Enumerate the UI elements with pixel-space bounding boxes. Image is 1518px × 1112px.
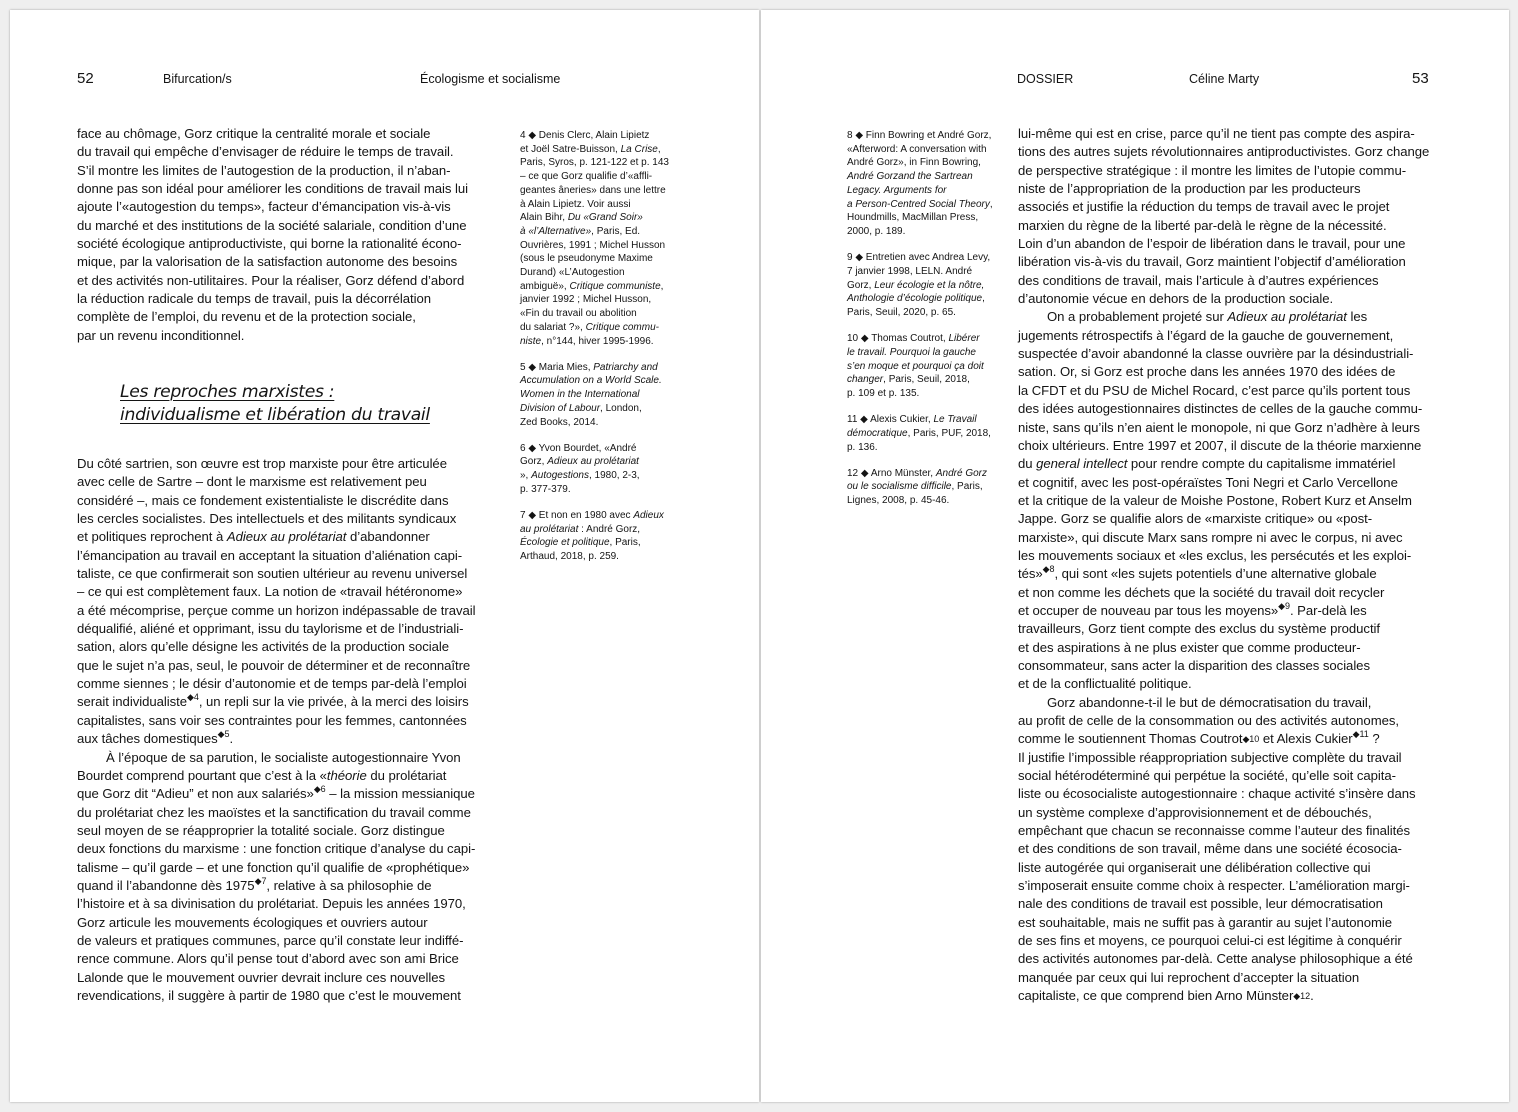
text-line: s’imposerait ensuite comme choix à respecter. L’amélioration margi- [1018,878,1410,894]
text-line: talisme – qu’il garde – et une fonction qu’il qualifie de «prophétique» [77,859,470,875]
book-title: démocratique [847,427,908,439]
note-line [520,335,690,349]
note-line [847,413,1007,427]
text-line: nale des conditions de travail est possible, leur démocratisation [1018,896,1383,912]
text-line [1018,308,1448,326]
footnotes-column [847,129,1007,520]
text: 7 ◆ Et non en 1980 avec [520,510,634,522]
book-title: Leur écologie et la nôtre, [874,279,985,291]
note-line: Paris, Syros, p. 121-122 et p. 143 [520,157,669,169]
book-title: Anthologie d’écologie politique [847,293,983,305]
text: , 1980, 2-3, [588,470,640,482]
book-title: Women in the International [520,389,640,401]
text-line: et non comme les déchets que la société du travail doit recycler [1018,584,1385,600]
text-line: et des activités non-utilitaires. Pour la réaliser, Gorz défend d’abord [77,272,465,288]
note-line [847,170,1007,184]
book-title: Adieux au prolétariat [226,529,347,545]
book-title: Libérer [948,333,980,345]
note-line [847,198,1007,212]
text: et occuper de nouveau par tous les moyens» [1018,602,1279,618]
text-line: mique, par la valorisation de la satisfaction autonome des besoins [77,254,458,270]
book-title: Legacy. Arguments for [847,184,947,196]
text: , qui sont «les sujets potentiels d’une alternative globale [1054,566,1377,582]
book-title: Accumulation on a World Scale. [520,375,662,387]
book-title: Adieux au prolétariat [547,456,639,468]
running-head-section: DOSSIER [1017,72,1074,86]
text-line: la réduction radicale du temps de travail, puis la décorrélation [77,291,431,307]
book-title: La Crise [620,143,658,155]
note-line: 9 ◆ Entretien avec Andrea Levy, [847,252,991,264]
text-line: un système complexe d’approvisionnement et de débouchés, [1018,804,1372,820]
note-line [847,184,1007,198]
note-line: Ouvrières, 1991 ; Michel Husson [520,239,666,251]
text: du [1018,456,1037,472]
note-line: geantes âneries» dans une lettre [520,184,666,196]
text-line: libération vis-à-vis du travail, Gorz maintient l’objectif d’amélioration [1018,254,1406,270]
text-line: que le sujet n’a pas, seul, le pouvoir de déterminer et de reconnaître [77,657,471,673]
running-head-author: Céline Marty [1189,72,1260,86]
paragraph [77,749,507,1006]
book-title: Autogestions [531,470,589,482]
text-line: tions des autres sujets révolutionnaires antiproductivistes. Gorz change [1018,144,1430,160]
footnote-ref[interactable]: ◆7 [254,875,267,886]
text: d’abandonner [346,529,430,545]
note-line: 6 ◆ Yvon Bourdet, «André [520,442,637,454]
text-line: du marché et des institutions de la société salariale, condition d’une [77,217,467,233]
note-line: 2000, p. 189. [847,225,906,237]
text: et Joël Satre-Buisson, [520,143,621,155]
note-line [520,509,690,523]
text-line: Gorz abandonne-t-il le but de démocratisation du travail, [1047,694,1372,710]
text: Gorz, [520,456,548,468]
footnotes-column [520,129,690,576]
text-line [1018,987,1448,1005]
text-line: comme siennes ; le désir d’autonomie et de temps par-delà l’emploi [77,676,467,692]
text-line: deux fonctions du marxisme : une fonction critique d’analyse du capi- [77,841,476,857]
note-line: p. 377-379. [520,483,571,495]
note-line [520,321,690,335]
text-line: social hétérodéterminé qui perpétue la société, qu’elle soit capita- [1018,768,1396,784]
note-line [847,360,1007,374]
text-line: est souhaitable, mais ne suffit pas à garantir au sujet l’autonomie [1018,914,1393,930]
text-line: avec celle de Sartre – dont le marxisme est relativement peu [77,474,427,490]
text: ? [1368,731,1380,747]
note-line [847,480,1007,494]
note-line: Durand) «L’Autogestion [520,267,625,279]
note-line [847,346,1007,360]
text-line: a été mécomprise, perçue comme un horizon indépassable de travail [77,602,476,618]
note-line [520,361,690,375]
main-column-continued [77,455,507,1005]
note-line: 8 ◆ Finn Bowring et André Gorz, [847,130,992,141]
book-title: André Gorzand the Sartrean [847,171,973,183]
emphasis: théorie [326,767,367,783]
text-line: du prolétariat chez les maoïstes et la sanctification du travail comme [77,804,471,820]
text-line [1018,602,1448,620]
text-line [77,877,507,895]
note-line: Arthaud, 2018, p. 259. [520,551,619,563]
text-line: marxiste», qui discute Marx sans rompre ni avec le corpus, ni avec [1018,529,1403,545]
text: , Paris, Ed. [591,225,641,237]
emphasis: general intellect [1036,456,1128,472]
running-head-journal: Bifurcation/s [163,72,232,86]
footnote-12 [847,467,1007,508]
note-line [520,225,690,239]
note-line [847,373,1007,387]
text: . Par-delà les [1289,602,1367,618]
text: , Paris, Seuil, 2018, [883,374,970,386]
book-title: le travail. Pourquoi la gauche [847,346,976,358]
text-line [1018,455,1448,473]
note-line [847,292,1007,306]
text: que Gorz dit “Adieu” et non aux salariés» [77,786,314,802]
text: . [1310,988,1314,1004]
running-head-title: Écologisme et socialisme [420,72,561,86]
book-title: changer [847,374,884,386]
text: – la mission messianique [325,786,475,802]
book-title: au prolétariat [520,523,579,535]
text-line: et la critique de la valeur de Moishe Postone, Robert Kurz et Anselm [1018,492,1412,508]
text: serait individualiste [77,694,187,710]
note-line [520,536,690,550]
note-line [847,279,1007,293]
text: , [660,280,664,292]
note-line: Paris, Seuil, 2020, p. 65. [847,306,956,318]
footnote-4 [520,129,690,348]
paragraph [1018,308,1448,693]
note-line: (sous le pseudonyme Maxime [520,253,653,265]
left-page [10,10,759,1102]
text: Alain Bihr, [520,212,568,224]
note-line [520,388,690,402]
note-line: André Gorz», in Finn Bowring, [847,157,981,169]
note-line [847,332,1007,346]
text: , [982,293,985,305]
text-line: Gorz articule les mouvements écologiques et ouvriers autour [77,914,428,930]
text-line: et cognitif, avec les post-opéraïstes Toni Negri et Carlo Vercellone [1018,474,1398,490]
right-page [761,10,1509,1102]
text-line: niste, sans qu’ils n’en aient le monopole, ni que Gorz n’adhère à leurs [1018,419,1420,435]
note-line: «Afterword: A conversation with [847,143,987,155]
text-line: au profit de celle de la consommation ou des activités autonomes, [1018,713,1399,728]
text-line: liste autogérée qui organiserait une délibération collective qui [1018,859,1371,875]
section-heading-line: Les reproches marxistes : [120,382,335,402]
page-number: 53 [1412,70,1429,87]
text-line: société écologique antiproductiviste, qui borne la rationalité écono- [77,236,462,252]
footnote-ref[interactable]: ◆4 [186,692,199,703]
text-line: S’il montre les limites de l’autogestion de la production, il n’aban- [77,162,451,178]
text: ambiguë», [520,280,570,292]
note-line: – ce que Gorz qualifie d’«affli- [520,171,653,183]
footnote-ref[interactable]: ◆6 [313,784,326,795]
text-line: choix ultérieurs. Entre 1997 et 2007, il discute de la théorie marxienne [1018,437,1422,453]
text: du prolétariat [366,767,447,783]
note-line [520,211,690,225]
text: quand il l’abandonne dès 1975 [77,877,255,893]
note-line: à Alain Lipietz. Voir aussi [520,198,631,210]
note-line: 7 janvier 1998, LELN. André [847,265,973,277]
text-line: sation. Or, si Gorz est proche dans les années 1970 des idées de [1018,364,1396,380]
text-line [1018,565,1448,583]
text: On a probablement projeté sur [1047,309,1228,325]
text-line: de perspective stratégique : il montre les limites de l’utopie commu- [1018,162,1407,178]
note-line [520,402,690,416]
text: 11 ◆ Alexis Cukier, [847,414,934,426]
footnote-11 [847,413,1007,454]
footnote-ref[interactable]: ◆9 [1278,600,1290,611]
footnote-ref[interactable]: ◆11 [1352,729,1369,740]
paragraph [1018,125,1448,308]
text-line [1018,730,1448,748]
text-line: des activités autonomes par-delà. Cette analyse philosophique a été [1018,951,1413,967]
book-title: Adieux au prolétariat [1227,309,1347,325]
book-title: André Gorz [935,467,987,479]
note-line [520,143,690,157]
text-line: niste de l’appropriation de la production par les producteurs [1018,181,1361,197]
text-line: déqualifié, aliéné et opprimant, issu du taylorisme et de l’industriali- [77,621,464,637]
note-line: Lignes, 2008, p. 45-46. [847,495,950,507]
book-title: à «l’Alternative» [520,225,592,237]
note-line: p. 109 et p. 135. [847,387,920,399]
text-line: du travail qui empêche d’envisager de réduire le temps de travail. [77,144,454,160]
footnote-8 [847,129,1007,239]
book-title: Division of Labour [520,402,601,414]
text: Gorz, [847,279,875,291]
text: , [989,198,993,210]
text: 12 ◆ Arno Münster, [847,467,936,479]
text-line [77,785,507,803]
text-line: Il justifie l’impossible réappropriation subjective complète du travail [1018,749,1402,765]
text-line: de valeurs et pratiques communes, parce qu’il constate leur indiffé- [77,932,464,948]
footnote-6 [520,442,690,497]
text: comme le soutiennent Thomas Coutrot [1018,731,1243,747]
text: , Paris, [609,537,641,549]
text-line: des idées autogestionnaires distinctes de celles de la gauche commu- [1018,401,1423,417]
text-line [77,730,507,748]
book-title: Du «Grand Soir» [567,212,643,224]
note-line: Zed Books, 2014. [520,416,599,428]
text-line: par un revenu inconditionnel. [77,327,245,343]
note-line: janvier 1992 ; Michel Husson, [520,294,652,306]
paragraph [77,455,507,749]
note-line [847,427,1007,441]
text-line: Lalonde que le mouvement ouvrier devrait inclure ces nouvelles [77,969,445,985]
text: Bourdet comprend pourtant que c’est à la « [77,767,327,783]
note-line [520,374,690,388]
text-line: liste ou écosocialiste autogestionnaire : chaque activité s’insère dans [1018,786,1416,802]
text-line: de ses fins et moyens, ce pourquoi celui-ci est légitime à conquérir [1018,933,1402,949]
text: . [229,731,234,747]
text: , n°144, hiver 1995-1996. [541,335,654,347]
text-line: et des aspirations à ne plus exister que comme producteur- [1018,639,1361,655]
section-heading [120,381,430,427]
note-line [520,280,690,294]
text: , Paris, PUF, 2018, [907,427,991,439]
text: tés» [1018,566,1043,582]
text: : André Gorz, [578,523,641,535]
note-line [520,469,690,483]
page-number: 52 [77,70,94,87]
text-line: les mouvements sociaux et «les exclus, les persécutés et les exploi- [1018,547,1412,563]
book-title: Écologie et politique [520,537,610,549]
text: , London, [600,402,642,414]
paragraph [1018,694,1448,1006]
text-line: taliste, ce que confirmerait son soutien ultérieur au revenu universel [77,566,468,582]
text-line: et des conditions de son travail, même dans une société écosocia- [1018,841,1402,857]
text-line: et de la conflictualité politique. [1018,676,1192,692]
text-line [77,693,507,711]
note-line: p. 136. [847,441,878,453]
text: 5 ◆ Maria Mies, [520,361,594,373]
text: et politiques reprochent à [77,529,227,545]
book-title: a Person-Centred Social Theory [847,198,990,210]
text: capitaliste, ce que comprend bien Arno Münster [1018,988,1294,1004]
text-line: donne pas son idéal pour améliorer les conditions de travail mais lui [77,181,468,197]
section-heading-line: individualisme et libération du travail [120,405,430,425]
note-line [847,467,1007,481]
note-line: Houndmills, MacMillan Press, [847,212,979,224]
text-line: lui-même qui est en crise, parce qu’il ne tient pas compte des aspira- [1018,126,1415,141]
text-line: – ce qui est complètement faux. La notion de «travail hétéronome» [77,584,463,600]
text-line: travailleurs, Gorz tient compte des exclus du système productif [1018,621,1381,637]
text-line: manquée par ceux qui lui reprochent d’accepter la situation [1018,969,1360,985]
text-line: des conditions de travail, mais l’articule à d’autres expériences [1018,272,1379,288]
book-title: Patriarchy and [593,361,658,373]
text-line: seul moyen de se réapproprier la totalité sociale. Gorz distingue [77,822,445,838]
footnote-10 [847,332,1007,401]
text: , relative à sa philosophie de [266,877,432,893]
text-line: complète de l’emploi, du revenu et de la protection sociale, [77,309,416,325]
text-line: rence commune. Alors qu’il pense tout d’abord avec son ami Brice [77,951,459,967]
footnote-9 [847,251,1007,320]
note-line: 4 ◆ Denis Clerc, Alain Lipietz [520,130,650,141]
footnote-ref[interactable]: ◆8 [1042,564,1055,575]
text-line: marxien du règne de la liberté par-delà le règne de la nécessité. [1018,217,1387,233]
text-line: empêchant que chacun se reconnaisse comme l’auteur des finalités [1018,823,1410,839]
text-line: Du côté sartrien, son œuvre est trop marxiste pour être articulée [77,456,447,471]
paragraph [77,125,507,345]
footnote-5 [520,361,690,430]
text-line: ajoute l’«autogestion du temps», facteur d’émancipation vis-à-vis [77,199,451,215]
text: , Paris, [951,481,983,493]
footnote-ref[interactable]: ◆5 [217,729,230,740]
text-line: sation, alors qu’elle désigne les activités de la production sociale [77,639,450,655]
text-line [77,767,507,785]
text-line: la CFDT et du PSU de Michel Rocard, c’est parce qu’ils portent tous [1018,382,1411,398]
footnote-ref[interactable]: ◆10 [1242,734,1260,745]
book-title: s’en moque et pourquoi ça doit [847,360,984,372]
text-line: associés et justifie la réduction du temps de travail avec le projet [1018,199,1390,215]
text-line: l’histoire et à sa divinisation du prolétariat. Depuis les années 1970, [77,896,466,912]
text-line: Loin d’un abandon de l’espoir de libération dans le travail, pour une [1018,236,1406,252]
text: 10 ◆ Thomas Coutrot, [847,333,949,345]
text-line: face au chômage, Gorz critique la centralité morale et sociale [77,126,431,141]
text-line: d’autonomie vécue en dehors de la production sociale. [1018,291,1334,307]
text-line: suspectée d’avoir abandonné la classe ouvrière par la désindustriali- [1018,346,1414,362]
main-column [77,125,507,345]
text: et Alexis Cukier [1259,731,1353,747]
book-title: Adieux [633,510,664,522]
text-line: considéré –, mais ce fondement existentialiste le discrédite dans [77,492,449,508]
book-title: ou le socialisme difficile [847,481,952,493]
text-line [77,528,507,546]
book-title: Critique commu- [585,321,659,333]
main-column [1018,125,1448,1006]
text-line: jugements rétrospectifs à l’égard de la gauche de gouvernement, [1018,327,1394,343]
text: , un repli sur la vie privée, à la merci des loisirs [198,694,469,710]
text: », [520,470,532,482]
text-line: Jappe. Gorz se qualifie alors de «marxiste critique» ou «post- [1018,511,1373,527]
note-line: «Fin du travail ou abolition [520,308,637,320]
note-line [520,523,690,537]
text-line: l’émancipation au travail en acceptant la situation d’aliénation capi- [77,547,463,563]
text: les [1346,309,1368,325]
note-line [520,455,690,469]
text-line: revendications, il suggère à partir de 1980 que c’est le mouvement [77,987,461,1003]
text-line: les cercles socialistes. Des intellectuels et des militants syndicaux [77,511,457,527]
text: pour rendre compte du capitalisme immatériel [1127,456,1396,472]
book-title: niste [520,335,542,347]
book-title: Critique communiste [569,280,661,292]
footnote-ref[interactable]: ◆12 [1293,991,1311,1002]
text: , [657,143,661,155]
footnote-7 [520,509,690,564]
text: aux tâches domestiques [77,731,218,747]
text-line: À l’époque de sa parution, le socialiste autogestionnaire Yvon [106,749,461,765]
text-line: capitalistes, sans voir ses contraintes pour les femmes, cantonnées [77,712,467,728]
book-title: Le Travail [933,414,977,426]
text-line: consommateur, sans acter la disparition des classes sociales [1018,657,1370,673]
text: du salariat ?», [520,321,586,333]
